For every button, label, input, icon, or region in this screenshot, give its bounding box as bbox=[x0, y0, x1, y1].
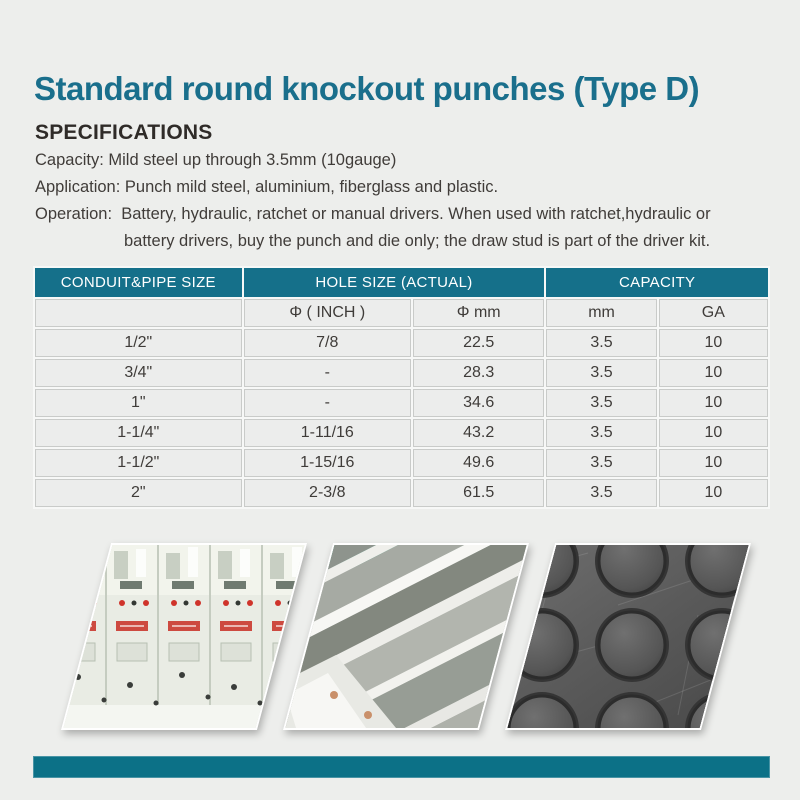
page-title: Standard round knockout punches (Type D) bbox=[34, 70, 700, 107]
table-subheader-row bbox=[35, 299, 768, 327]
table-cell: 10 bbox=[659, 389, 768, 417]
table-cell: 3.5 bbox=[546, 419, 656, 447]
table-cell: 2-3/8 bbox=[244, 479, 411, 507]
table-cell: 3.5 bbox=[546, 389, 656, 417]
table-group-header-row bbox=[35, 268, 768, 297]
spec-operation-continuation-line: battery drivers, buy the punch and die only; the draw stud is part of the driver kit. bbox=[124, 232, 711, 250]
spec-operation-line: Operation: Battery, hydraulic, ratchet or manual drivers. When used with ratchet,hydraulic or bbox=[35, 205, 711, 223]
subheader-mm: mm bbox=[546, 299, 656, 327]
table-row bbox=[35, 329, 768, 357]
table-row bbox=[35, 479, 768, 507]
spec-table-body bbox=[35, 329, 768, 507]
table-cell: 3.5 bbox=[546, 449, 656, 477]
subheader-phi-inch: Φ ( INCH ) bbox=[244, 299, 411, 327]
specifications-heading: SPECIFICATIONS bbox=[35, 121, 213, 144]
table-cell: 10 bbox=[659, 449, 768, 477]
table-cell: 2" bbox=[35, 479, 242, 507]
spec-application-line: Application: Punch mild steel, aluminium, fiberglass and plastic. bbox=[35, 178, 499, 196]
table-cell: 10 bbox=[659, 359, 768, 387]
product-photo-switchgear bbox=[61, 543, 307, 730]
table-cell: - bbox=[244, 389, 411, 417]
column-header-capacity: CAPACITY bbox=[546, 268, 768, 297]
table-row bbox=[35, 389, 768, 417]
table-cell: 3/4" bbox=[35, 359, 242, 387]
table-cell: 10 bbox=[659, 329, 768, 357]
table-cell: 22.5 bbox=[413, 329, 544, 357]
table-cell: 1/2" bbox=[35, 329, 242, 357]
table-cell: 3.5 bbox=[546, 359, 656, 387]
teal-divider-bar bbox=[33, 756, 770, 778]
table-cell: 34.6 bbox=[413, 389, 544, 417]
table-cell: 49.6 bbox=[413, 449, 544, 477]
table-cell: 43.2 bbox=[413, 419, 544, 447]
table-cell: 1" bbox=[35, 389, 242, 417]
table-cell: 61.5 bbox=[413, 479, 544, 507]
product-photo-knockout-plate bbox=[505, 543, 751, 730]
subheader-phi-mm: Φ mm bbox=[413, 299, 544, 327]
table-cell: 1-15/16 bbox=[244, 449, 411, 477]
product-photo-wireway bbox=[283, 543, 529, 730]
table-cell: - bbox=[244, 359, 411, 387]
table-cell: 28.3 bbox=[413, 359, 544, 387]
table-cell: 3.5 bbox=[546, 479, 656, 507]
table-cell: 1-11/16 bbox=[244, 419, 411, 447]
column-header-conduit-pipe-size: CONDUIT&PIPE SIZE bbox=[35, 268, 242, 297]
wireway-photo-art bbox=[283, 545, 529, 728]
subheader-empty-cell bbox=[35, 299, 242, 327]
table-row bbox=[35, 449, 768, 477]
subheader-ga: GA bbox=[659, 299, 768, 327]
table-row bbox=[35, 419, 768, 447]
table-cell: 10 bbox=[659, 479, 768, 507]
table-row bbox=[35, 359, 768, 387]
table-cell: 3.5 bbox=[546, 329, 656, 357]
table-cell: 10 bbox=[659, 419, 768, 447]
spec-capacity-line: Capacity: Mild steel up through 3.5mm (10gauge) bbox=[35, 151, 397, 169]
spec-table bbox=[33, 266, 770, 509]
switchgear-photo-art bbox=[61, 545, 307, 728]
knockout-plate-photo-art bbox=[505, 545, 751, 728]
table-cell: 1-1/2" bbox=[35, 449, 242, 477]
table-cell: 1-1/4" bbox=[35, 419, 242, 447]
table-cell: 7/8 bbox=[244, 329, 411, 357]
column-header-hole-size: HOLE SIZE (ACTUAL) bbox=[244, 268, 545, 297]
